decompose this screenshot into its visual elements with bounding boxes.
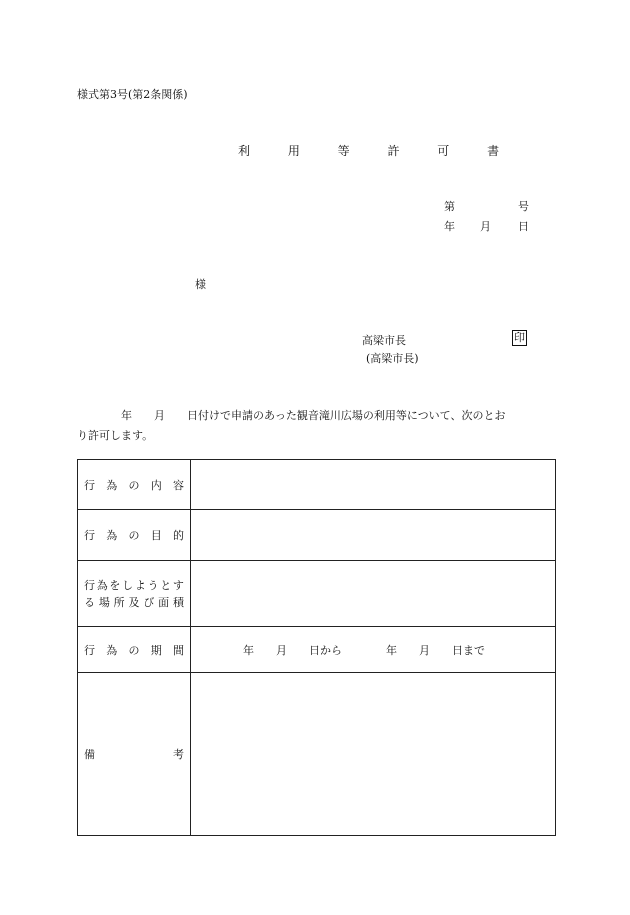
- label-char: を: [109, 578, 121, 592]
- form-number: 様式第3号(第2条関係): [77, 88, 188, 101]
- label-char: 場: [98, 595, 110, 609]
- label-char: よ: [134, 578, 146, 592]
- label-char: の: [128, 478, 140, 492]
- value-location[interactable]: [191, 561, 556, 627]
- label-content: [78, 460, 191, 510]
- label-char: 行: [84, 578, 95, 592]
- number-suffix: 号: [518, 200, 529, 213]
- label-char: す: [172, 578, 184, 592]
- label-char: る: [84, 595, 95, 609]
- label-char: 間: [173, 643, 184, 657]
- label-char: 的: [173, 529, 184, 542]
- date-month: 月: [480, 220, 491, 233]
- label-char: 行: [84, 478, 95, 492]
- label-char: し: [122, 578, 134, 592]
- label-char: 為: [106, 643, 118, 657]
- date-year: 年: [444, 220, 455, 233]
- label-purpose: [78, 510, 191, 561]
- table-row-remarks: [78, 673, 556, 836]
- value-purpose[interactable]: [191, 510, 556, 561]
- document-number-line: [444, 198, 529, 214]
- table-row-period: [78, 627, 556, 673]
- label-line2: [84, 594, 184, 611]
- label-char: と: [160, 578, 172, 592]
- value-remarks[interactable]: [191, 673, 556, 836]
- label-char: 行: [84, 643, 95, 657]
- permit-statement-line2: り許可します。: [77, 429, 154, 442]
- issuer-subtitle: (高梁市長): [366, 352, 419, 365]
- label-char: 面: [158, 595, 170, 609]
- label-char: び: [143, 595, 155, 609]
- addressee-suffix: 様: [195, 278, 206, 291]
- issuer-name: 高梁市長: [362, 334, 406, 347]
- label-char: 行: [84, 529, 95, 542]
- label-period: [78, 627, 191, 673]
- seal-mark: 印: [514, 331, 525, 344]
- label-char: 為: [106, 478, 118, 492]
- label-location: [78, 561, 191, 627]
- label-remarks: [78, 673, 191, 836]
- value-period[interactable]: [191, 627, 556, 673]
- label-char: の: [128, 529, 140, 542]
- label-char: 考: [173, 748, 184, 761]
- label-char: 及: [128, 595, 140, 609]
- label-line1: [84, 577, 184, 594]
- label-char: 為: [106, 529, 118, 542]
- permit-statement: [77, 406, 552, 446]
- label-char: 容: [173, 478, 184, 492]
- label-char: 為: [96, 578, 108, 592]
- date-day: 日: [518, 220, 529, 233]
- label-char: 所: [113, 595, 125, 609]
- table-row-location: [78, 561, 556, 627]
- label-char: う: [147, 578, 159, 592]
- table-row-purpose: [78, 510, 556, 561]
- label-char: 目: [150, 529, 162, 542]
- label-char: 積: [172, 595, 184, 609]
- value-content[interactable]: [191, 460, 556, 510]
- permit-statement-line1: 年 月 日付けで申請のあった観音滝川広場の利用等について、次のとお: [77, 409, 506, 422]
- period-text: 年 月 日から 年 月 日まで: [243, 643, 485, 657]
- number-prefix: 第: [444, 200, 455, 213]
- label-char: の: [128, 643, 140, 657]
- table-row-content: [78, 460, 556, 510]
- label-char: 期: [150, 643, 162, 657]
- label-char: 内: [150, 478, 162, 492]
- label-char: 備: [84, 748, 95, 761]
- document-title: 利 用 等 許 可 書: [238, 144, 517, 158]
- permit-details-table: [77, 459, 556, 836]
